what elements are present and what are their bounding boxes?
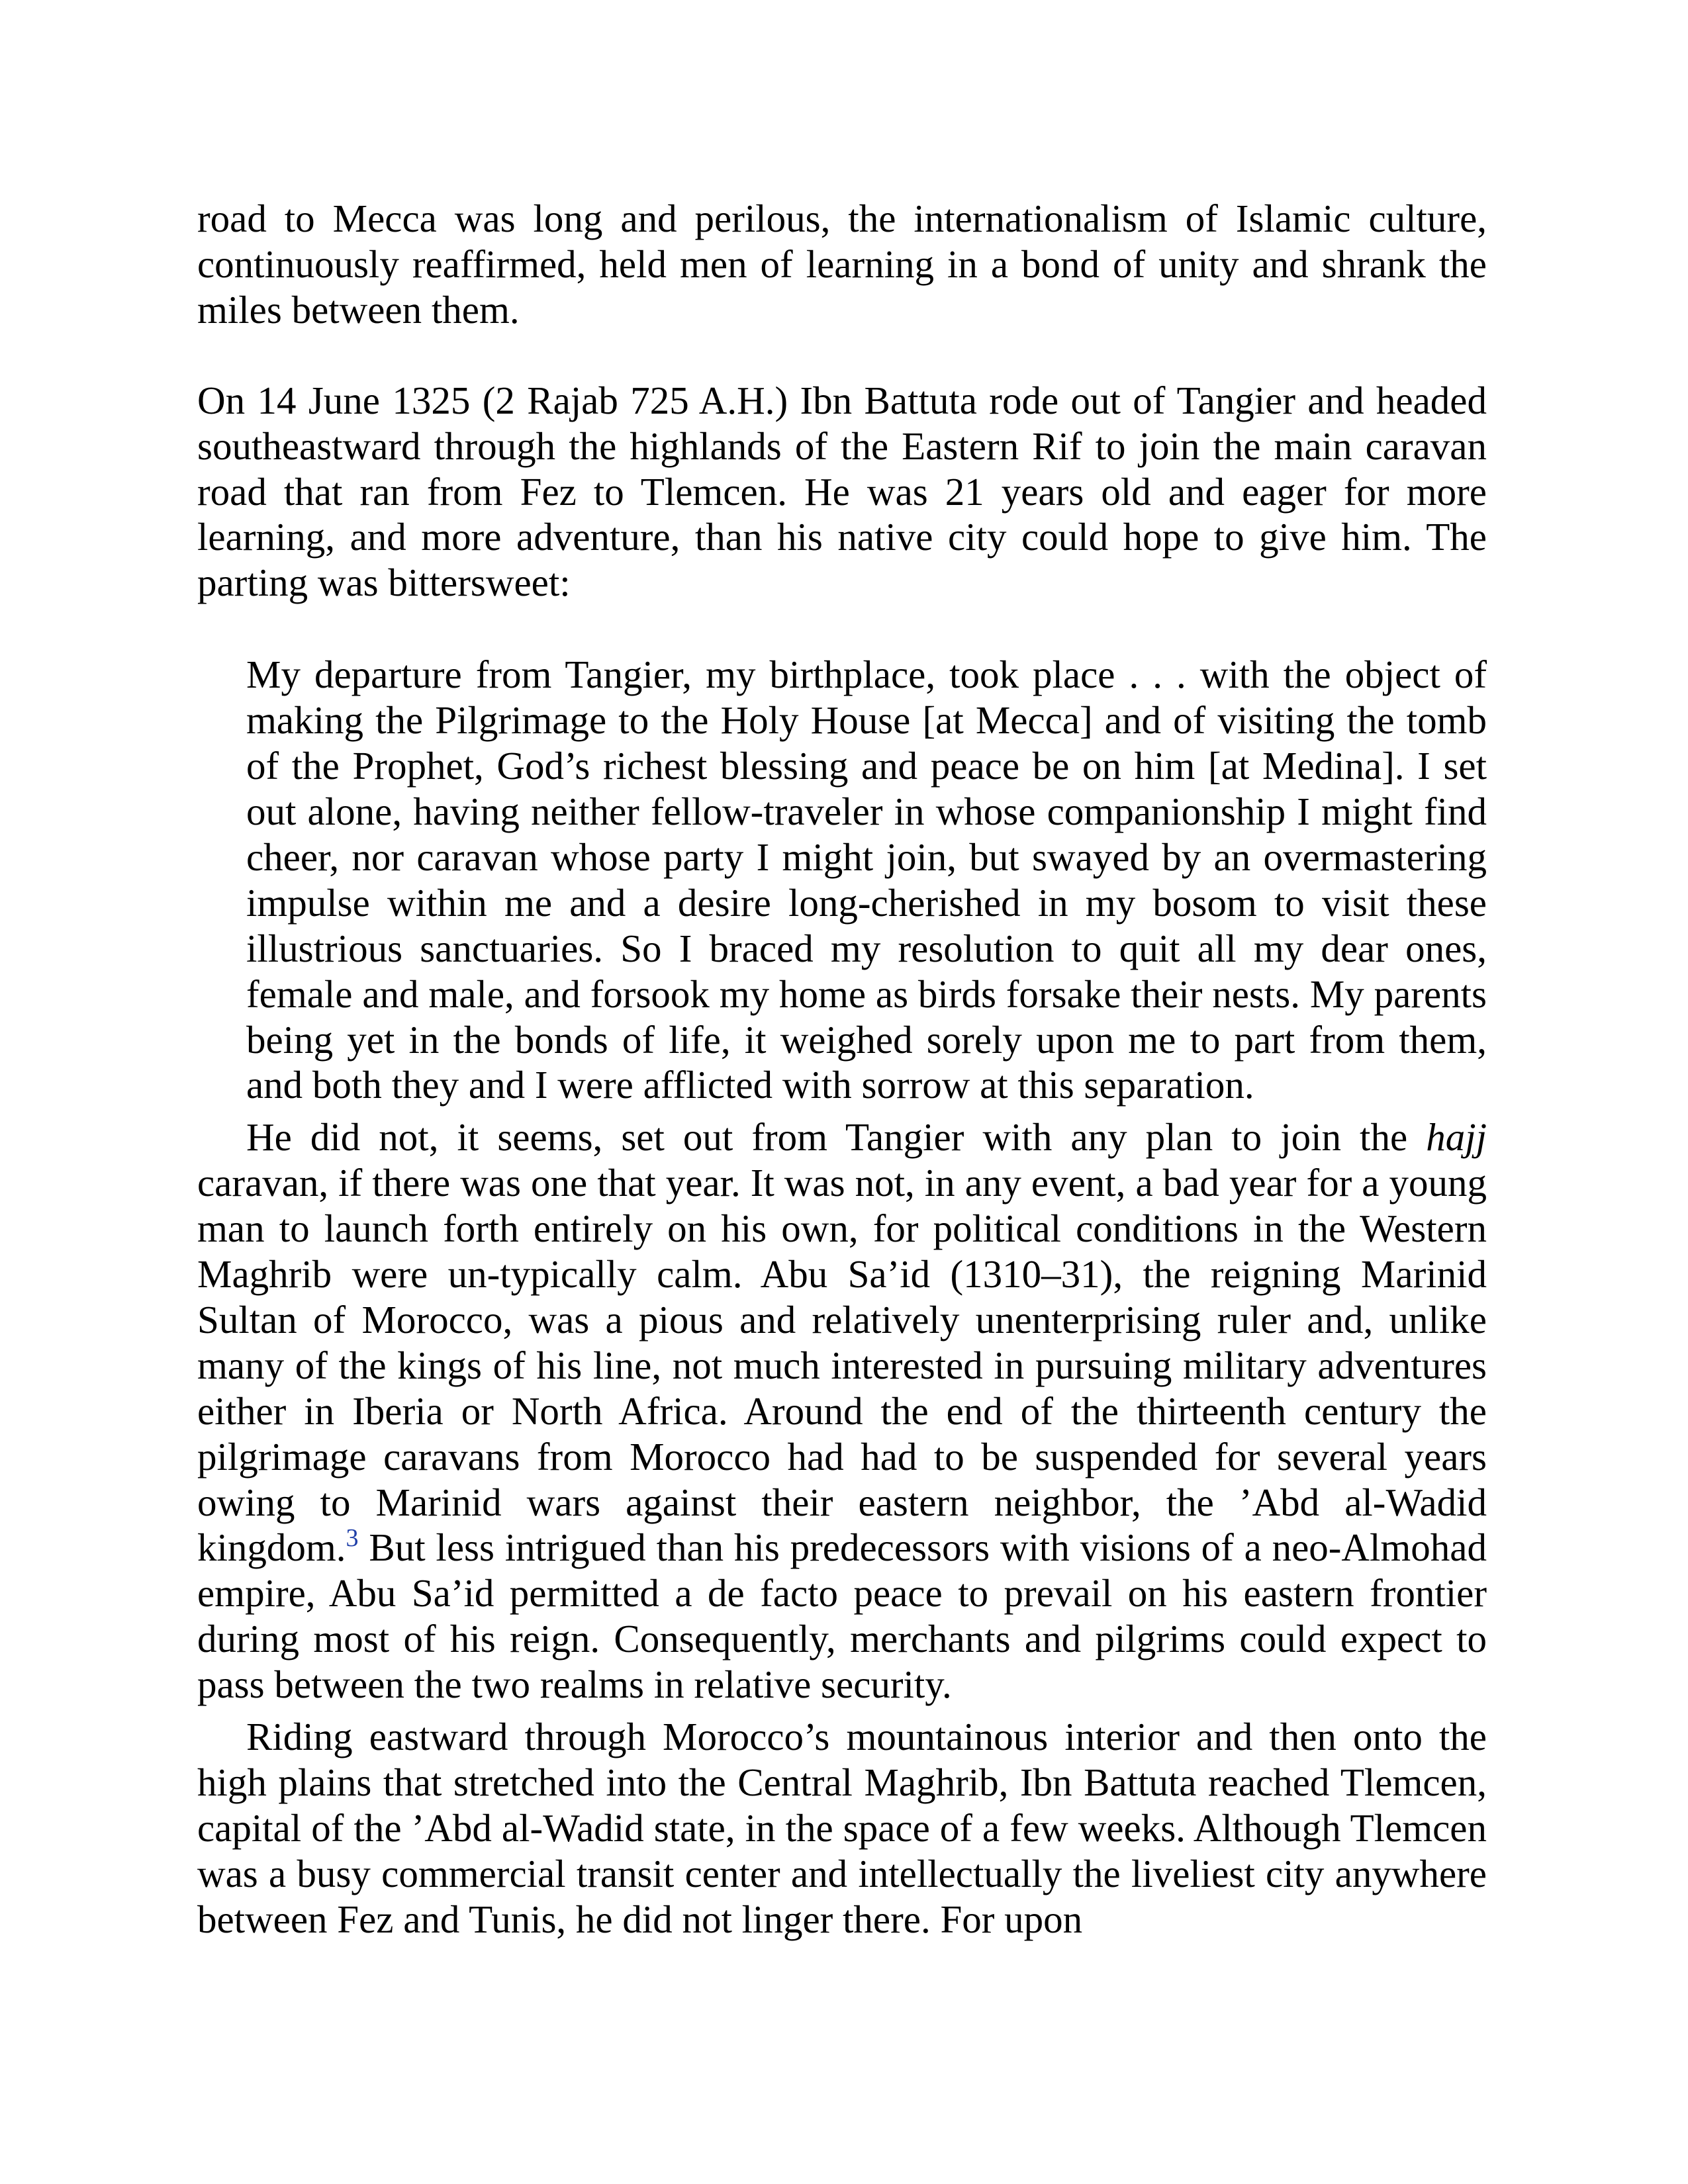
document-page	[197, 196, 1487, 1942]
paragraph-journey-tlemcen: Riding eastward through Morocco’s mountainous interior and then onto the high plains that stretched into the Central Maghrib, Ibn Battuta reached Tlemcen, capital of the ’Abd al-Wadid state, in the space of a few weeks. Although Tlemcen was a busy commercial transit center and intellectually the liveliest city anywhere between Fez and Tunis, he did not linger there. For upon	[197, 1715, 1487, 1941]
paragraph-political-conditions	[197, 1115, 1487, 1707]
paragraph-text-part: caravan, if there was one that year. It was not, in any event, a bad year for a young man to launch forth entirely on his own, for political conditions in the Western Maghrib were un-typically calm. Abu Sa’id (1310–31), the reigning Marinid Sultan of Morocco, was a pious and relatively unenterprising ruler and, unlike many of the kings of his line, not much interested in pursuing military adventures either in Iberia or North Africa. Around the end of the thirteenth century the pilgrimage caravans from Morocco had had to be suspended for several years owing to Marinid wars against their eastern neighbor, the ’Abd al-Wadid kingdom.	[197, 1161, 1487, 1570]
footnote-link[interactable]: 3	[346, 1524, 359, 1553]
paragraph-text-part: But less intrigued than his predecessors with visions of a neo-Almohad empire, Abu Sa’id permitted a de facto peace to prevail on his eastern frontier during most of his reign. Consequently, merchants and pilgrims could expect to pass between the two realms in relative security.	[197, 1525, 1487, 1707]
paragraph-continuation: road to Mecca was long and perilous, the internationalism of Islamic culture, continuously reaffirmed, held men of learning in a bond of unity and shrank the miles between them.	[197, 197, 1487, 332]
block-quote: My departure from Tangier, my birthplace, took place . . . with the object of making the Pilgrimage to the Holy House [at Mecca] and of visiting the tomb of the Prophet, God’s richest blessing and peace be on him [at Medina]. I set out alone, having neither fellow-traveler in whose companionship I might find cheer, nor caravan whose party I might join, but swayed by an overmastering impulse within me and a desire long-cherished in my bosom to visit these illustrious sanctuaries. So I braced my resolution to quit all my dear ones, female and male, and forsook my home as birds forsake their nests. My parents being yet in the bonds of life, it weighed sorely upon me to part from them, and both they and I were afflicted with sorrow at this separation.	[246, 653, 1487, 1107]
paragraph-departure: On 14 June 1325 (2 Rajab 725 A.H.) Ibn Battuta rode out of Tangier and headed southeastward through the highlands of the Eastern Rif to join the main caravan road that ran from Fez to Tlemcen. He was 21 years old and eager for more learning, and more adventure, than his native city could hope to give him. The parting was bittersweet:	[197, 378, 1487, 605]
italic-term: hajj	[1426, 1115, 1487, 1160]
paragraph-text-part: He did not, it seems, set out from Tangier with any plan to join the	[246, 1115, 1427, 1160]
